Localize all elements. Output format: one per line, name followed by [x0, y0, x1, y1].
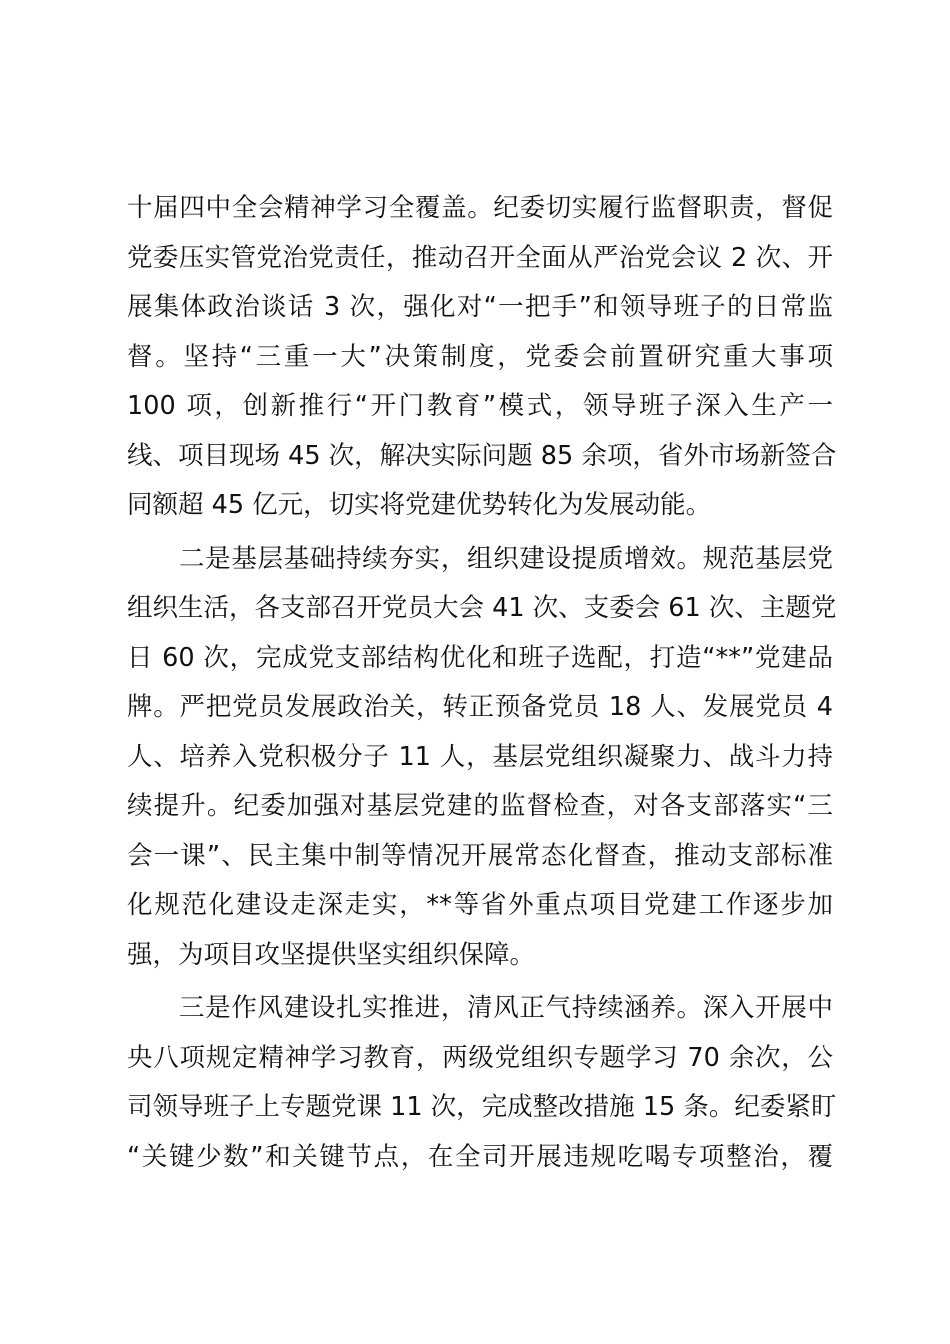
text-line: 同额超 45 亿元，切实将党建优势转化为发展动能。 [127, 490, 712, 520]
text-line: 会一课”、民主集中制等情况开展常态化督查，推动支部标准 [127, 840, 833, 871]
text-line: 人、培养入党积极分子 11 人，基层党组织凝聚力、战斗力持 [127, 741, 833, 772]
document-page [127, 186, 837, 1184]
text-line: 100 项，创新推行“开门教育”模式，领导班子深入生产一 [127, 391, 833, 421]
text-line: 十届四中全会精神学习全覆盖。纪委切实履行监督职责，督促 [127, 193, 833, 223]
text-line: 二是基层基础持续夯实，组织建设提质增效。规范基层党 [179, 543, 833, 574]
text-line: 强，为项目攻坚提供坚实组织保障。 [127, 939, 536, 970]
text-line: 督。坚持“三重一大”决策制度，党委会前置研究重大事项 [127, 341, 833, 372]
text-line: 续提升。纪委加强对基层党建的监督检查，对各支部落实“三 [127, 791, 833, 821]
paragraph-work-style [127, 986, 837, 1184]
paragraph-grassroots-organization [127, 537, 837, 983]
text-line: 党委压实管党治党责任，推动召开全面从严治党会议 2 次、开 [127, 242, 833, 273]
text-line: 组织生活，各支部召开党员大会 41 次、支委会 61 次、主题党 [127, 593, 837, 623]
text-line: 化规范化建设走深走实，**等省外重点项目党建工作逐步加 [127, 890, 833, 920]
paragraph-party-leadership-continued [127, 186, 837, 533]
text-line: 日 60 次，完成党支部结构优化和班子选配，打造“**”党建品 [127, 642, 833, 673]
text-line: 线、项目现场 45 次，解决实际问题 85 余项，省外市场新签合 [127, 440, 837, 471]
text-line: 展集体政治谈话 3 次，强化对“一把手”和领导班子的日常监 [127, 292, 833, 322]
text-line: 央八项规定精神学习教育，两级党组织专题学习 70 余次，公 [127, 1042, 833, 1073]
text-line: 司领导班子上专题党课 11 次，完成整改措施 15 条。纪委紧盯 [127, 1092, 837, 1122]
text-line: 三是作风建设扎实推进，清风正气持续涵养。深入开展中 [179, 993, 833, 1023]
text-line: “关键少数”和关键节点，在全司开展违规吃喝专项整治，覆 [127, 1141, 833, 1172]
text-line: 牌。严把党员发展政治关，转正预备党员 18 人、发展党员 4 [127, 692, 833, 722]
